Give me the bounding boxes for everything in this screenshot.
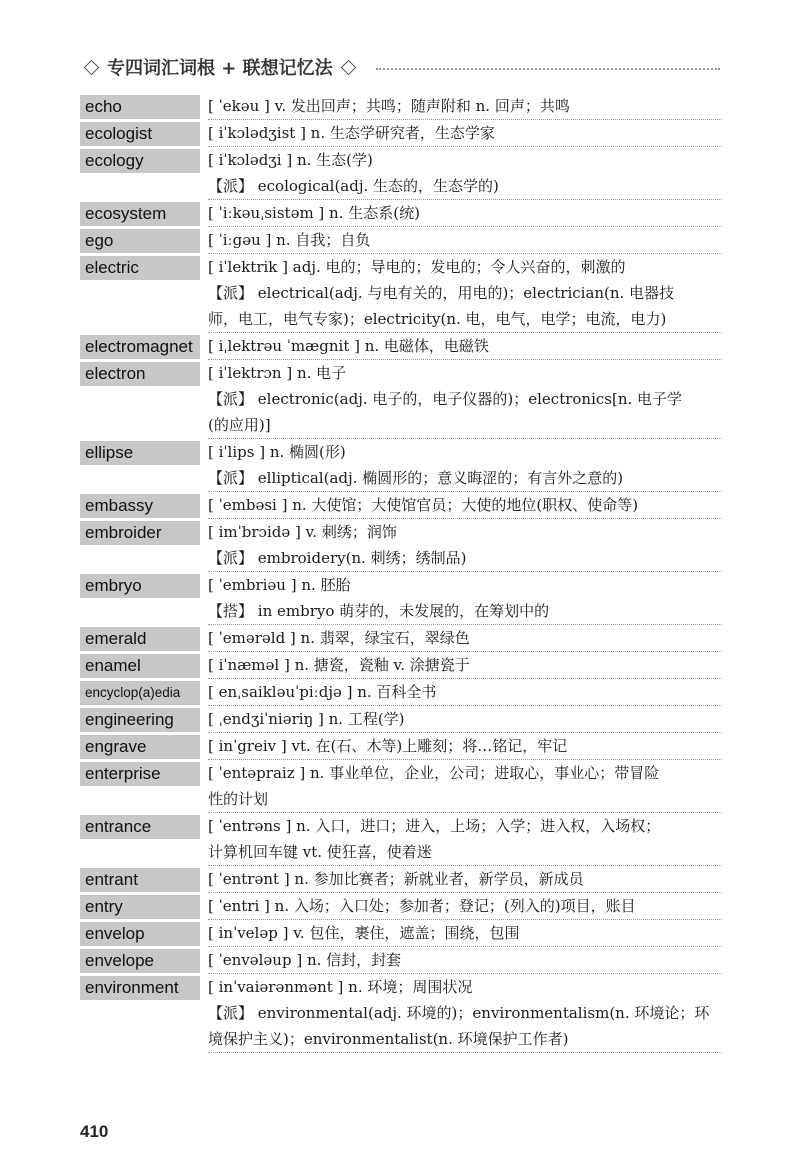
definition-line: [ inˈveləp ] v. 包住，裹住，遮盖；围绕，包围 (208, 920, 722, 947)
definition (200, 360, 722, 439)
headword: ecosystem (80, 202, 200, 226)
entry-row (80, 733, 722, 760)
definition (200, 679, 722, 706)
headword: environment (80, 976, 200, 1000)
headword: entrant (80, 868, 200, 892)
definition (200, 652, 722, 679)
entry-row (80, 706, 722, 733)
definition-line: [ ˌendʒiˈniəriŋ ] n. 工程(学) (208, 706, 722, 733)
definition (200, 519, 722, 572)
entry-row (80, 147, 722, 200)
headword: entry (80, 895, 200, 919)
definition-line: [ iˈkɔlədʒi ] n. 生态(学) (208, 151, 373, 169)
definition (200, 120, 722, 147)
headword: entrance (80, 815, 200, 839)
entry-row (80, 625, 722, 652)
definition-line: [ enˌsaikləuˈpiːdjə ] n. 百科全书 (208, 679, 722, 706)
definition-line: (的应用)] (208, 412, 722, 439)
definition-line: 【搭】 in embryo 萌芽的，未发展的，在筹划中的 (208, 598, 722, 625)
definition-line: [ ˈemərəld ] n. 翡翠，绿宝石，翠绿色 (208, 625, 722, 652)
definition-line: 【派】 electrical(adj. 与电有关的，用电的)；electrician(n. 电器技 (208, 284, 675, 302)
definition-line: [ ˈekəu ] v. 发出回声；共鸣；随声附和 n. 回声；共鸣 (208, 93, 722, 120)
definition-line: [ iˈnæməl ] n. 搪瓷，瓷釉 v. 涂搪瓷于 (208, 652, 722, 679)
definition (200, 706, 722, 733)
page-number: 410 (80, 1122, 109, 1141)
definition-line: [ ˈiːkəuˌsistəm ] n. 生态系(统) (208, 200, 722, 227)
entry-row (80, 866, 722, 893)
definition-line: [ ˈentəpraiz ] n. 事业单位，企业，公司；进取心，事业心；带冒险 (208, 764, 660, 782)
definition-line: [ iˈlips ] n. 椭圆(形) (208, 443, 346, 461)
definition (200, 572, 722, 625)
headword: ecology (80, 149, 200, 173)
entry-row (80, 974, 722, 1053)
definition-line: [ iˈlektrik ] adj. 电的；导电的；发电的；令人兴奋的，刺激的 (208, 258, 626, 276)
definition-line: [ imˈbrɔidə ] v. 刺绣；润饰 (208, 523, 397, 541)
definition-line: [ iˌlektrəu ˈmægnit ] n. 电磁体，电磁铁 (208, 333, 722, 360)
definition (200, 813, 722, 866)
entry-row (80, 254, 722, 333)
headword: embroider (80, 521, 200, 545)
entry-row (80, 813, 722, 866)
definition-line: 【派】 embroidery(n. 刺绣；绣制品) (208, 545, 722, 572)
definition (200, 947, 722, 974)
definition (200, 974, 722, 1053)
entry-row (80, 333, 722, 360)
entry-list (80, 93, 722, 1053)
definition (200, 920, 722, 947)
definition-line: 【派】 electronic(adj. 电子的，电子仪器的)；electronics[n. 电子学 (208, 390, 683, 408)
definition-line: [ ˈentrəns ] n. 入口，进口；进入，上场；入学；进入权，入场权； (208, 817, 661, 835)
definition (200, 733, 722, 760)
entry-row (80, 920, 722, 947)
entry-row (80, 492, 722, 519)
entry-row (80, 439, 722, 492)
headword: emerald (80, 627, 200, 651)
definition-line: 【派】 ecological(adj. 生态的，生态学的) (208, 173, 722, 200)
headword: embassy (80, 494, 200, 518)
entry-row (80, 893, 722, 920)
entry-row (80, 572, 722, 625)
headword: envelope (80, 949, 200, 973)
definition-line: [ ˈembəsi ] n. 大使馆；大使馆官员；大使的地位(职权、使命等) (208, 492, 722, 519)
headword: ellipse (80, 441, 200, 465)
header-title: 专四词汇词根 + 联想记忆法 (107, 58, 333, 79)
entry-row (80, 200, 722, 227)
entry-row (80, 947, 722, 974)
definition-line: [ inˈvaiərənmənt ] n. 环境；周围状况 (208, 978, 473, 996)
definition-line: 师，电工，电气专家)；electricity(n. 电，电气，电学；电流，电力) (208, 306, 722, 333)
headword: ego (80, 229, 200, 253)
diamond-icon (84, 59, 100, 75)
definition-line: [ inˈgreiv ] vt. 在(石、木等)上雕刻；将…铭记，牢记 (208, 733, 722, 760)
diamond-icon (340, 59, 356, 75)
definition (200, 333, 722, 360)
entry-row (80, 679, 722, 706)
headword: ecologist (80, 122, 200, 146)
entry-row (80, 93, 722, 120)
definition-line: [ ˈentri ] n. 入场；入口处；参加者；登记；(列入的)项目，账目 (208, 893, 722, 920)
headword: engrave (80, 735, 200, 759)
definition-line: [ ˈiːgəu ] n. 自我；自负 (208, 227, 722, 254)
entry-row (80, 360, 722, 439)
definition-line: 性的计划 (208, 786, 722, 813)
headword: envelop (80, 922, 200, 946)
entry-row (80, 652, 722, 679)
definition (200, 227, 722, 254)
definition-line: [ ˈentrənt ] n. 参加比赛者；新就业者，新学员，新成员 (208, 866, 722, 893)
headword: electromagnet (80, 335, 200, 359)
headword: embryo (80, 574, 200, 598)
entry-row (80, 760, 722, 813)
running-header (80, 50, 720, 84)
headword: enterprise (80, 762, 200, 786)
entry-row (80, 120, 722, 147)
definition (200, 866, 722, 893)
headword: echo (80, 95, 200, 119)
definition (200, 893, 722, 920)
definition (200, 200, 722, 227)
headword: encyclop(a)edia (80, 681, 200, 705)
entry-row (80, 519, 722, 572)
definition (200, 147, 722, 200)
header-rule (376, 68, 720, 70)
headword: enamel (80, 654, 200, 678)
entry-row (80, 227, 722, 254)
definition (200, 254, 722, 333)
definition-line: 境保护主义)；environmentalist(n. 环境保护工作者) (208, 1026, 722, 1053)
definition-line: 【派】 elliptical(adj. 椭圆形的；意义晦涩的；有言外之意的) (208, 465, 722, 492)
definition (200, 625, 722, 652)
definition-line: [ ˈenvələup ] n. 信封，封套 (208, 947, 722, 974)
definition (200, 439, 722, 492)
definition-line: [ ˈembriəu ] n. 胚胎 (208, 576, 351, 594)
definition-line: [ iˈkɔlədʒist ] n. 生态学研究者，生态学家 (208, 120, 722, 147)
headword: electron (80, 362, 200, 386)
definition-line: [ iˈlektrɔn ] n. 电子 (208, 364, 347, 382)
headword: engineering (80, 708, 200, 732)
definition (200, 760, 722, 813)
definition-line: 【派】 environmental(adj. 环境的)；environmentalism(n. 环境论；环 (208, 1004, 710, 1022)
headword: electric (80, 256, 200, 280)
definition (200, 93, 722, 120)
definition-line: 计算机回车键 vt. 使狂喜，使着迷 (208, 839, 722, 866)
definition (200, 492, 722, 519)
